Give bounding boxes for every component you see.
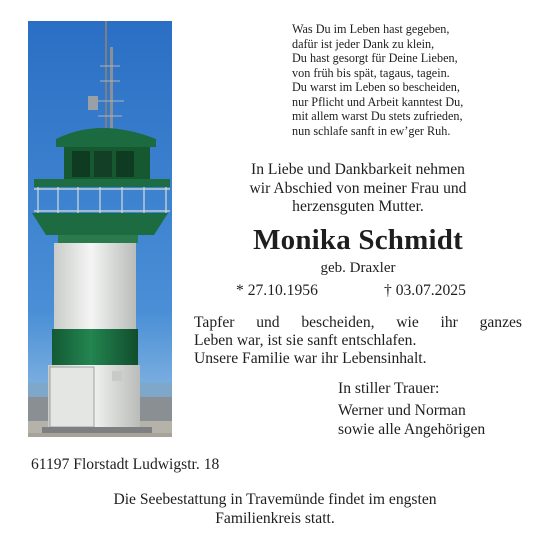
burial-line: Die Seebestattung in Travemünde findet im engsten (113, 491, 437, 508)
tribute-line: Tapfer und bescheiden, wie ihr ganzes (194, 314, 522, 331)
lighthouse-photo (28, 21, 172, 437)
tribute-text (194, 314, 522, 369)
intro-line: wir Abschied von meiner Frau und (249, 179, 467, 197)
intro-line: In Liebe und Dankbarkeit nehmen (251, 161, 465, 178)
poem-line: Du warst im Leben so bescheiden, (292, 80, 460, 95)
poem-line: mit allem warst Du stets zufrieden, (292, 109, 463, 124)
maiden-name: geb. Draxler (320, 260, 396, 276)
burial-notice (40, 491, 510, 528)
poem-line: Du hast gesorgt für Deine Lieben, (292, 51, 458, 66)
poem-line: dafür ist jeder Dank zu klein, (292, 36, 435, 51)
mourner-name: Werner und Norman (338, 402, 466, 420)
death-date: † 03.07.2025 (384, 282, 466, 299)
intro-text (184, 161, 532, 217)
address: 61197 Florstadt Ludwigstr. 18 (31, 456, 220, 473)
mourners (338, 380, 538, 439)
mourners-heading: In stiller Trauer: (338, 380, 440, 397)
deceased-name: Monika Schmidt (253, 224, 463, 256)
poem-line: von früh bis spät, tagaus, tagein. (292, 65, 450, 80)
burial-line: Familienkreis statt. (215, 509, 335, 527)
tribute-line: Unsere Familie war ihr Lebensinhalt. (194, 350, 427, 368)
birth-date: * 27.10.1956 (236, 282, 318, 299)
poem-line: Was Du im Leben hast gegeben, (292, 22, 450, 36)
poem-line: nur Pflicht und Arbeit kanntest Du, (292, 94, 464, 109)
mourner-name: sowie alle Angehörigen (338, 420, 486, 438)
poem-line: nun schlafe sanft in ew’ger Ruh. (292, 123, 451, 138)
intro-line: herzensguten Mutter. (292, 198, 424, 215)
tribute-line: Leben war, ist sie sanft entschlafen. (194, 332, 417, 350)
poem (292, 22, 537, 138)
